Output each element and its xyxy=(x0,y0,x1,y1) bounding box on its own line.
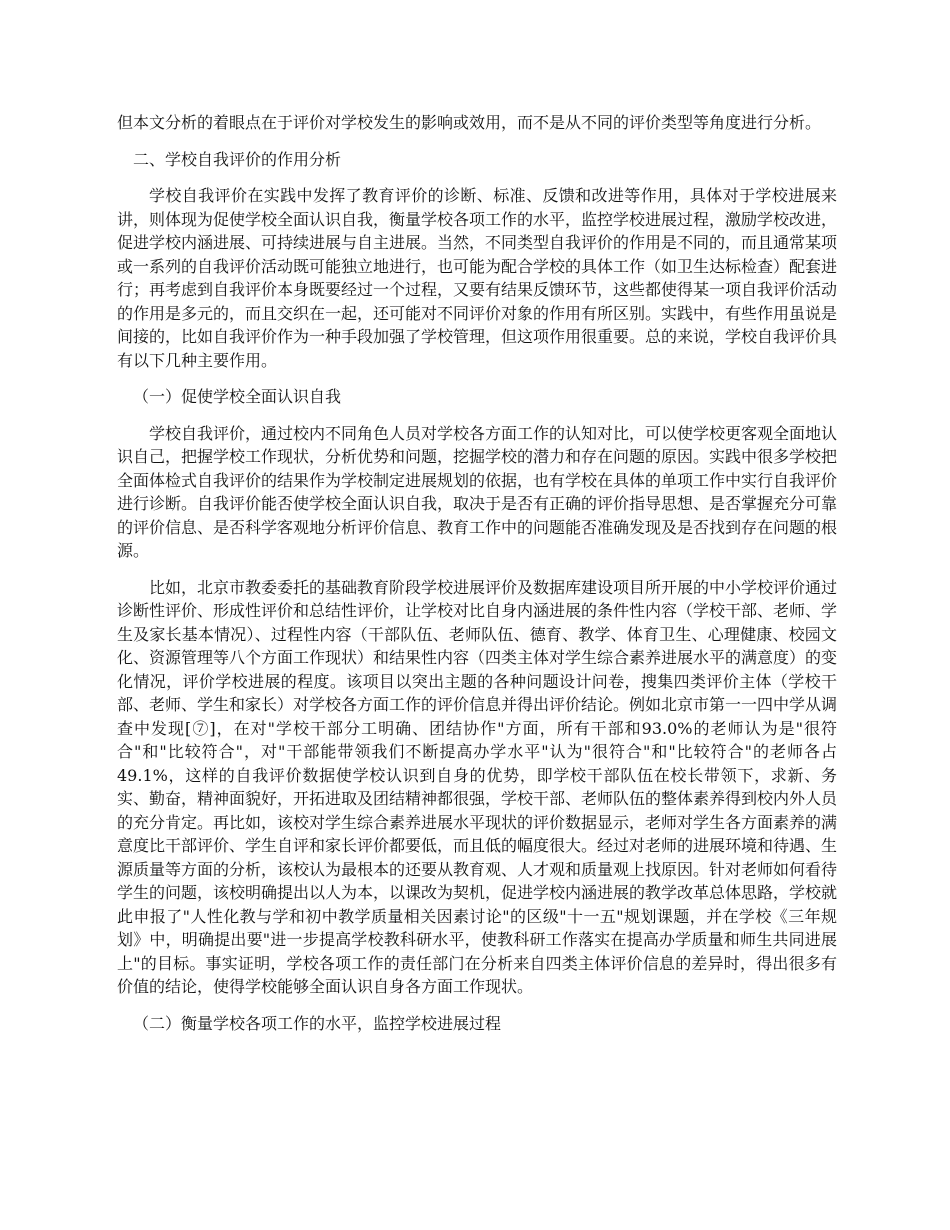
intro-paragraph: 但本文分析的着眼点在于评价对学校发生的影响或效用，而不是从不同的评价类型等角度进行分析。 xyxy=(117,113,822,132)
document-page xyxy=(117,111,837,1048)
section-2-paragraph: 学校自我评价在实践中发挥了教育评价的诊断、标准、反馈和改进等作用，具体对于学校进展来讲，则体现为促使学校全面认识自我，衡量学校各项工作的水平，监控学校进展过程，激励学校改进，促进学校内涵进展、可持续进展与自主进展。当然，不同类型自我评价的作用是不同的，而且通常某项或一系列的自我评价活动既可能独立地进行，也可能为配合学校的具体工作（如卫生达标检查）配套进行；再考虑到自我评价本身既要经过一个过程，又要有结果反馈环节，这些都使得某一项自我评价活动的作用是多元的，而且交织在一起，还可能对不同评价对象的作用有所区别。实践中，有些作用虽说是间接的，比如自我评价作为一种手段加强了学校管理，但这项作用很重要。总的来说，学校自我评价具有以下几种主要作用。 xyxy=(117,186,838,370)
subsection-1-paragraph-2: 比如，北京市教委委托的基础教育阶段学校进展评价及数据库建设项目所开展的中小学校评价通过诊断性评价、形成性评价和总结性评价，让学校对比自身内涵进展的条件性内容（学校干部、老师、学生及家长基本情况）、过程性内容（干部队伍、老师队伍、德育、教学、体育卫生、心理健康、校园文化、资源管理等八个方面工作现状）和结果性内容（四类主体对学生综合素养进展水平的满意度）的变化情况，评价学校进展的程度。该项目以突出主题的各种问题设计问卷，搜集四类评价主体（学校干部、老师、学生和家长）对学校各方面工作的评价信息并得出评价结论。例如北京市第一一四中学从调查中发现[⑦]，在对"学校干部分工明确、团结协作"方面，所有干部和93.0%的老师认为是"很符合"和"比较符合"，对"干部能带领我们不断提高办学水平"认为"很符合"和"比较符合"的老师各占49.1%，这样的自我评价数据使学校认识到自身的优势，即学校干部队伍在校长带领下，求新、务实、勤奋，精神面貌好，开拓进取及团结精神都很强，学校干部、老师队伍的整体素养得到校内外人员的充分肯定。再比如，该校对学生综合素养进展水平现状的评价数据显示，老师对学生各方面素养的满意度比干部评价、学生自评和家长评价都要低，而且低的幅度很大。经过对老师的进展环境和待遇、生源质量等方面的分析，该校认为最根本的还要从教育观、人才观和质量观上找原因。针对老师如何看待学生的问题，该校明确提出以人为本，以课改为契机，促进学校内涵进展的教学改革总体思路，学校就此申报了"人性化教与学和初中教学质量相关因素讨论"的区级"十一五"规划课题，并在学校《三年规划》中，明确提出要"进一步提高学校教科研水平，使教科研工作落实在提高办学质量和师生共同进展上"的目标。事实证明，学校各项工作的责任部门在分析来自四类主体评价信息的差异时，得出很多有价值的结论，使得学校能够全面认识自身各方面工作现状。 xyxy=(117,577,838,996)
section-heading-2: 二、学校自我评价的作用分析 xyxy=(133,149,342,169)
subsection-heading-1: （一）促使学校全面认识自我 xyxy=(133,387,342,406)
subsection-heading-2: （二）衡量学校各项工作的水平，监控学校进展过程 xyxy=(133,1013,502,1033)
subsection-1-paragraph-1: 学校自我评价，通过校内不同角色人员对学校各方面工作的认知对比，可以使学校更客观全面地认识自己，把握学校工作现状，分析优势和问题，挖掘学校的潜力和存在问题的原因。实践中很多学校把全面体检式自我评价的结果作为学校制定进展规划的依据，也有学校在具体的单项工作中实行自我评价进行诊断。自我评价能否使学校全面认识自我，取决于是否有正确的评价指导思想、是否掌握充分可靠的评价信息、是否科学客观地分析评价信息、教育工作中的问题能否准确发现及是否找到存在问题的根源。 xyxy=(117,423,838,560)
